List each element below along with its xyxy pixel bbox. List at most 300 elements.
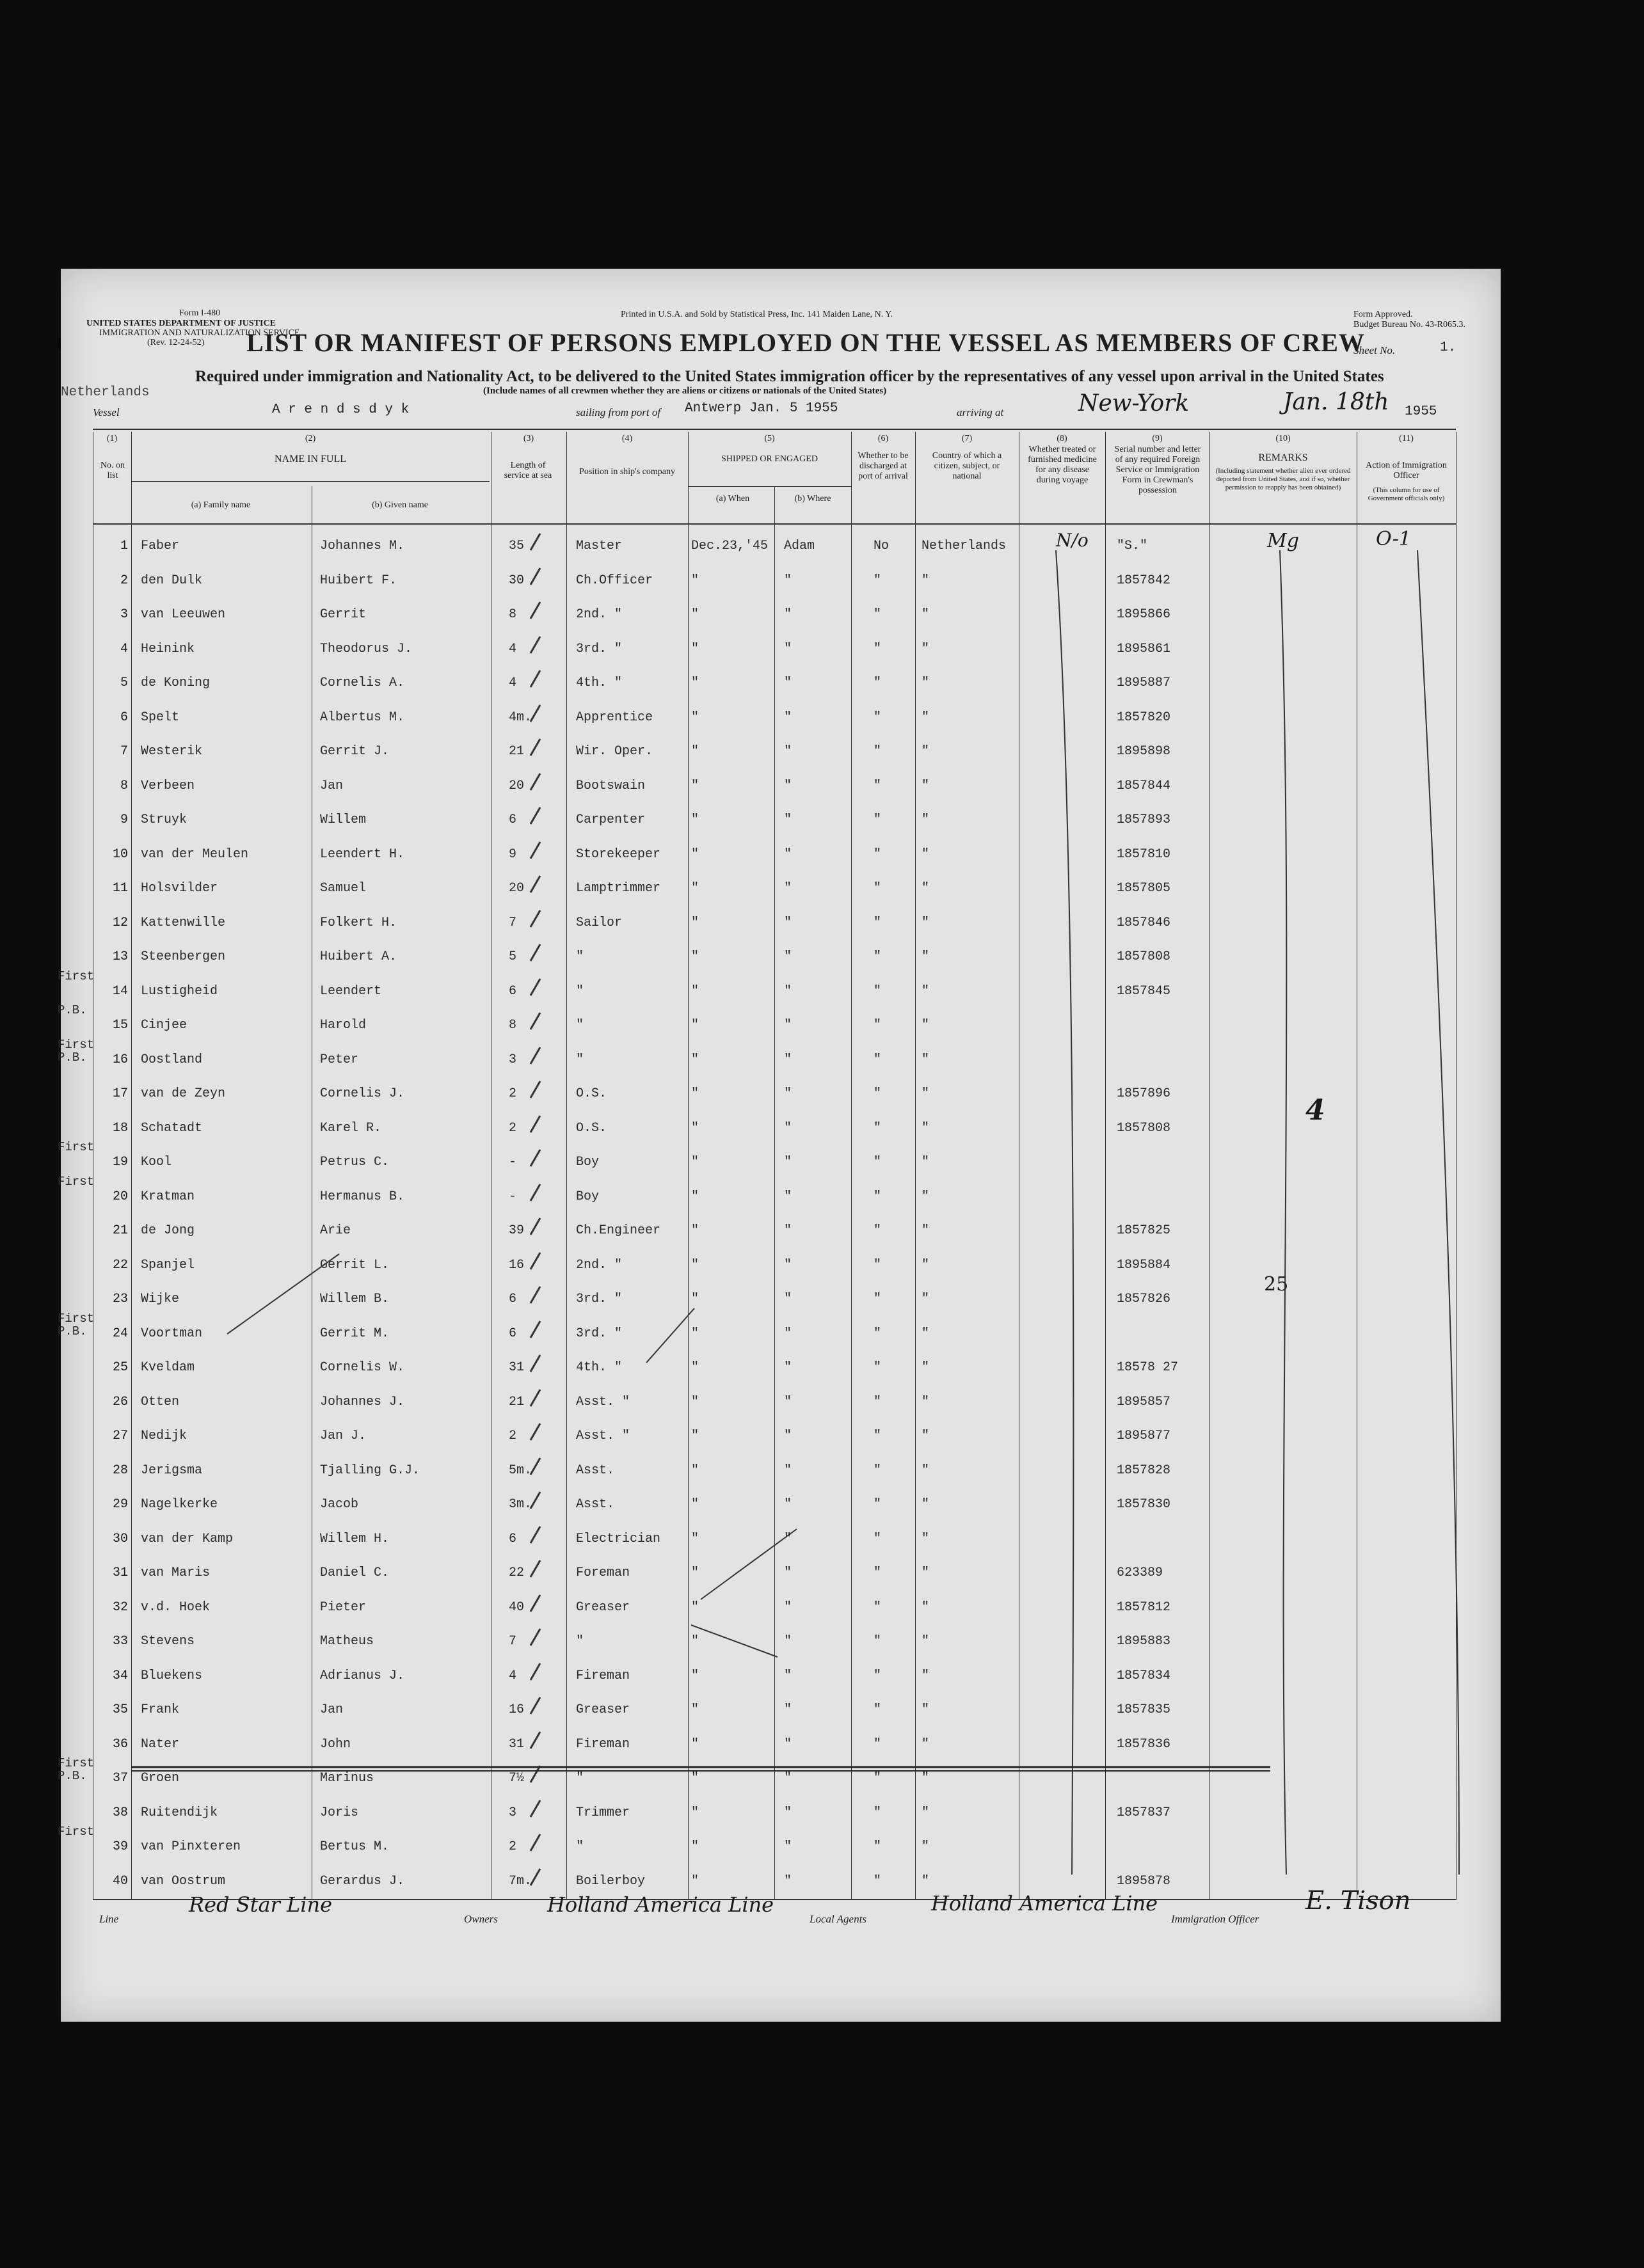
cell-given: Matheus xyxy=(320,1634,374,1649)
cell-discharge: " xyxy=(874,641,882,656)
cell-position: 2nd. " xyxy=(576,1257,623,1273)
cell-when: " xyxy=(691,1223,699,1238)
cell-discharge: " xyxy=(874,1120,882,1136)
cell-discharge: " xyxy=(874,1736,882,1752)
cell-service: 4m. xyxy=(509,710,532,725)
cell-discharge: " xyxy=(874,1531,882,1546)
cell-service: 31 xyxy=(509,1736,525,1752)
sheet-label: Sheet No. xyxy=(1353,344,1396,356)
crew-row xyxy=(58,969,1501,1008)
col-4-label: Position in ship's company xyxy=(579,467,675,477)
cell-where: " xyxy=(784,1668,792,1683)
cell-where: " xyxy=(784,1839,792,1854)
sailing-label: sailing from port of xyxy=(576,406,661,418)
cell-family: Oostland xyxy=(141,1052,203,1067)
row-number: 1 xyxy=(120,539,128,553)
form-number: Form I-480 xyxy=(179,308,221,318)
cell-service: - xyxy=(509,1189,517,1204)
crew-row xyxy=(61,667,1501,700)
cell-where: " xyxy=(784,846,792,862)
cell-service: 2 xyxy=(509,1429,517,1443)
cell-where: " xyxy=(784,881,792,896)
cell-given: Willem H. xyxy=(320,1531,390,1546)
cell-position: Boy xyxy=(576,1189,600,1204)
cell-position: " xyxy=(576,1839,584,1854)
cell-where: " xyxy=(784,1189,792,1204)
cell-when: " xyxy=(691,641,699,656)
row-number: 39 xyxy=(112,1839,128,1854)
cell-when: " xyxy=(691,983,699,999)
row-number: 30 xyxy=(112,1531,128,1546)
cell-given: Adrianus J. xyxy=(320,1668,405,1683)
check-mark xyxy=(530,875,541,892)
check-mark xyxy=(530,636,541,653)
crew-row xyxy=(61,1488,1501,1521)
cell-form: 1857834 xyxy=(1117,1668,1171,1683)
cell-discharge: " xyxy=(874,1463,882,1478)
manifest-title: LIST OR MANIFEST OF PERSONS EMPLOYED ON THE VESSEL AS MEMBERS OF CREW xyxy=(246,328,1365,357)
crew-row xyxy=(58,1174,1501,1214)
row-number: 27 xyxy=(112,1429,128,1443)
cell-given: Gerrit L. xyxy=(320,1257,390,1273)
cell-where: " xyxy=(784,1497,792,1512)
cell-where: " xyxy=(784,1702,792,1717)
check-mark xyxy=(530,1663,541,1680)
check-mark xyxy=(530,1252,541,1269)
cell-form: 623389 xyxy=(1117,1566,1163,1580)
cell-family: de Koning xyxy=(141,676,211,690)
cell-given: Theodorus J. xyxy=(320,641,413,656)
cell-when: " xyxy=(691,1086,699,1101)
cell-given: Cornelis W. xyxy=(320,1360,405,1375)
cell-service: 9 xyxy=(509,846,517,862)
action-note: O-1 xyxy=(1376,528,1411,550)
cell-when: " xyxy=(691,1326,699,1341)
row-number: 20 xyxy=(112,1189,128,1204)
row-number: 19 xyxy=(112,1155,128,1170)
cell-country: " xyxy=(922,744,930,759)
cell-service: 20 xyxy=(509,778,525,793)
cell-country: " xyxy=(922,949,930,964)
col-2b-label: (b) Given name xyxy=(372,500,428,510)
check-mark xyxy=(530,1594,541,1612)
owners-name: Holland America Line xyxy=(547,1892,774,1917)
cell-when: " xyxy=(691,778,699,793)
cell-where: " xyxy=(784,1805,792,1820)
check-mark xyxy=(530,1286,541,1303)
cell-form: 1857830 xyxy=(1117,1497,1171,1512)
cell-position: Apprentice xyxy=(576,710,653,725)
check-mark xyxy=(530,841,541,859)
cell-service: 7m. xyxy=(509,1873,532,1889)
check-mark xyxy=(530,1423,541,1440)
cell-position: Master xyxy=(576,539,623,553)
col-5b-label: (b) Where xyxy=(794,494,831,504)
revision: (Rev. 12-24-52) xyxy=(147,338,205,347)
form-approved: Form Approved. xyxy=(1353,310,1413,319)
cell-where: " xyxy=(784,915,792,930)
cell-service: 16 xyxy=(509,1702,525,1717)
cell-when: " xyxy=(691,1839,699,1854)
cell-family: van Oostrum xyxy=(141,1873,226,1889)
manifest-subnote: (Include names of all crewmen whether they are aliens or citizens or nationals of the United States) xyxy=(483,386,887,396)
col-2-label: NAME IN FULL xyxy=(275,454,346,464)
cell-form: 1857835 xyxy=(1117,1702,1171,1717)
crew-row xyxy=(61,633,1501,666)
check-mark xyxy=(530,1217,541,1235)
cell-form: 1857825 xyxy=(1117,1223,1171,1238)
cell-country: " xyxy=(922,1566,930,1580)
row-number: 4 xyxy=(120,641,128,656)
crew-row xyxy=(61,564,1501,598)
cell-given: Cornelis A. xyxy=(320,676,405,690)
cell-where: " xyxy=(784,1018,792,1033)
cell-discharge: " xyxy=(874,1429,882,1443)
cell-when: " xyxy=(691,744,699,759)
cell-given: Gerardus J. xyxy=(320,1873,405,1889)
row-number: 38 xyxy=(112,1805,128,1820)
row-number: 31 xyxy=(112,1566,128,1580)
cell-when: " xyxy=(691,1634,699,1649)
cell-form: 1857828 xyxy=(1117,1463,1171,1478)
cell-family: van der Meulen xyxy=(141,846,249,862)
cell-family: Kool xyxy=(141,1155,172,1170)
cell-form: 1895866 xyxy=(1117,607,1171,622)
cell-country: " xyxy=(922,1599,930,1615)
cell-position: " xyxy=(576,949,584,964)
row-number: 36 xyxy=(112,1736,128,1752)
cell-form: 1857826 xyxy=(1117,1292,1171,1306)
crew-row xyxy=(61,1351,1501,1384)
cell-given: Huibert A. xyxy=(320,949,397,964)
row-prefix: First xyxy=(58,969,95,983)
crew-row xyxy=(61,1454,1501,1487)
cell-country: " xyxy=(922,1668,930,1683)
line-label: Line xyxy=(99,1913,119,1925)
cell-discharge: " xyxy=(874,846,882,862)
sailing-port: Antwerp Jan. 5 1955 xyxy=(685,401,838,416)
cell-where: " xyxy=(784,949,792,964)
cell-position: 4th. " xyxy=(576,676,623,690)
cell-position: " xyxy=(576,983,584,999)
cell-when: " xyxy=(691,1257,699,1273)
cell-service: 2 xyxy=(509,1839,517,1854)
col-10-note: (Including statement whether alien ever ordered deported from United States, and if so, whether permission to reapply has been obtained) xyxy=(1215,467,1351,491)
cell-discharge: " xyxy=(874,1189,882,1204)
crew-row xyxy=(61,1557,1501,1590)
cell-service: 6 xyxy=(509,1292,517,1306)
check-mark xyxy=(530,1320,541,1338)
cell-when: " xyxy=(691,881,699,896)
cell-when: " xyxy=(691,915,699,930)
cell-when: " xyxy=(691,846,699,862)
row-number: 16 xyxy=(112,1052,128,1067)
cell-where: " xyxy=(784,1394,792,1409)
col-7-num: (7) xyxy=(961,434,973,443)
cell-family: den Dulk xyxy=(141,573,203,588)
cell-family: van Leeuwen xyxy=(141,607,226,622)
cell-when: " xyxy=(691,607,699,622)
cell-given: Samuel xyxy=(320,881,367,896)
cell-discharge: " xyxy=(874,881,882,896)
medical-note: N/o xyxy=(1056,530,1089,551)
row-number: 13 xyxy=(112,949,128,964)
check-mark xyxy=(530,1115,541,1132)
row-number: 22 xyxy=(112,1257,128,1273)
col-2a-label: (a) Family name xyxy=(191,500,251,510)
col-9-num: (9) xyxy=(1152,434,1163,443)
cell-discharge: " xyxy=(874,1873,882,1889)
cell-when: " xyxy=(691,1771,699,1786)
cell-service: 7 xyxy=(509,915,517,930)
cell-form: 1857808 xyxy=(1117,949,1171,964)
cell-when: " xyxy=(691,573,699,588)
cell-discharge: " xyxy=(874,1360,882,1375)
cell-when: " xyxy=(691,1497,699,1512)
cell-where: " xyxy=(784,1771,792,1786)
cell-position: 3rd. " xyxy=(576,1326,623,1341)
vessel-name: A r e n d s d y k xyxy=(272,402,410,417)
crew-row xyxy=(58,1037,1501,1077)
cell-given: Tjalling G.J. xyxy=(320,1463,420,1478)
cell-position: Greaser xyxy=(576,1702,630,1717)
cell-family: van Maris xyxy=(141,1566,211,1580)
cell-family: Westerik xyxy=(141,744,203,759)
cell-discharge: " xyxy=(874,1805,882,1820)
vessel-flag: Netherlands xyxy=(61,385,150,400)
cell-discharge: " xyxy=(874,1702,882,1717)
cell-where: " xyxy=(784,1292,792,1306)
cell-family: Nater xyxy=(141,1736,180,1752)
cell-service: 6 xyxy=(509,1531,517,1546)
cell-discharge: " xyxy=(874,573,882,588)
col-3-num: (3) xyxy=(523,434,534,443)
arriving-label: arriving at xyxy=(957,406,1004,418)
rule xyxy=(688,486,851,487)
cell-country: " xyxy=(922,813,930,827)
crew-row xyxy=(61,1625,1501,1658)
row-number: 12 xyxy=(112,915,128,930)
cell-position: Wir. Oper. xyxy=(576,744,653,759)
check-mark xyxy=(530,944,541,961)
row-number: 2 xyxy=(120,573,128,588)
cell-family: Steenbergen xyxy=(141,949,226,964)
cell-where: " xyxy=(784,813,792,827)
row-number: 32 xyxy=(112,1599,128,1615)
cell-family: Frank xyxy=(141,1702,180,1717)
check-mark xyxy=(530,601,541,619)
cell-where: " xyxy=(784,1599,792,1615)
cell-position: Asst. xyxy=(576,1463,615,1478)
cell-service: 40 xyxy=(509,1599,525,1615)
col-11-label: Action of Immigration Officer xyxy=(1366,461,1447,480)
row-prefix: First xyxy=(58,1140,95,1154)
row-number: 23 xyxy=(112,1292,128,1306)
cell-country: " xyxy=(922,1771,930,1786)
cell-country: Netherlands xyxy=(922,539,1007,553)
cell-form: 1857810 xyxy=(1117,846,1171,862)
cell-where: " xyxy=(784,778,792,793)
cell-given: Jacob xyxy=(320,1497,359,1512)
cell-position: " xyxy=(576,1052,584,1067)
cell-position: Ch.Officer xyxy=(576,573,653,588)
check-mark xyxy=(530,1765,541,1782)
cell-where: " xyxy=(784,983,792,999)
cell-given: Huibert F. xyxy=(320,573,397,588)
cell-discharge: " xyxy=(874,710,882,725)
cell-given: Jan J. xyxy=(320,1429,367,1443)
cell-given: Albertus M. xyxy=(320,710,405,725)
cell-discharge: " xyxy=(874,1326,882,1341)
officer-label: Immigration Officer xyxy=(1171,1913,1259,1925)
cell-country: " xyxy=(922,1839,930,1854)
cell-country: " xyxy=(922,1189,930,1204)
cell-when: " xyxy=(691,1531,699,1546)
cell-given: Petrus C. xyxy=(320,1155,390,1170)
col-5-num: (5) xyxy=(764,434,775,443)
cell-country: " xyxy=(922,915,930,930)
cell-country: " xyxy=(922,846,930,862)
check-mark xyxy=(530,978,541,995)
rule xyxy=(93,429,1456,430)
cell-country: " xyxy=(922,1326,930,1341)
row-prefix: First xyxy=(58,1174,95,1189)
cell-service: 8 xyxy=(509,1018,517,1033)
row-number: 10 xyxy=(112,846,128,862)
cell-where: " xyxy=(784,1736,792,1752)
cell-given: Johannes J. xyxy=(320,1394,405,1409)
cell-country: " xyxy=(922,1429,930,1443)
cell-country: " xyxy=(922,573,930,588)
cell-when: " xyxy=(691,813,699,827)
cell-country: " xyxy=(922,1873,930,1889)
cell-family: Schatadt xyxy=(141,1120,203,1136)
cell-when: " xyxy=(691,1463,699,1478)
col-5a-label: (a) When xyxy=(715,494,750,504)
crew-row xyxy=(61,872,1501,905)
cell-when: " xyxy=(691,1052,699,1067)
cell-family: Kveldam xyxy=(141,1360,195,1375)
cell-form: 18578 27 xyxy=(1117,1360,1179,1375)
cell-discharge: " xyxy=(874,1394,882,1409)
cell-service: 8 xyxy=(509,607,517,622)
cell-form: 1895898 xyxy=(1117,744,1171,759)
cell-country: " xyxy=(922,676,930,690)
row-number: 28 xyxy=(112,1463,128,1478)
cell-form: 1895884 xyxy=(1117,1257,1171,1273)
cell-form: 1857837 xyxy=(1117,1805,1171,1820)
cell-service: 5 xyxy=(509,949,517,964)
cell-form: 1857893 xyxy=(1117,813,1171,827)
cell-given: Peter xyxy=(320,1052,359,1067)
cell-given: Karel R. xyxy=(320,1120,382,1136)
cell-form: 1857820 xyxy=(1117,710,1171,725)
cell-service: 7½ xyxy=(509,1771,525,1786)
cell-given: Daniel C. xyxy=(320,1566,390,1580)
cell-where: " xyxy=(784,1463,792,1478)
cell-position: O.S. xyxy=(576,1120,607,1136)
cell-when: " xyxy=(691,1429,699,1443)
cell-country: " xyxy=(922,1463,930,1478)
row-number: 18 xyxy=(112,1120,128,1136)
cell-family: Faber xyxy=(141,539,180,553)
col-9-label: Serial number and letter of any required Foreign Service or Immigration Form in Crewman's possession xyxy=(1114,445,1201,495)
cell-position: Boilerboy xyxy=(576,1873,646,1889)
cell-form: 1857808 xyxy=(1117,1120,1171,1136)
check-mark xyxy=(530,567,541,585)
sheet-number: 1. xyxy=(1440,340,1456,355)
cell-given: Pieter xyxy=(320,1599,367,1615)
owners-label: Owners xyxy=(464,1913,498,1925)
cell-service: 39 xyxy=(509,1223,525,1238)
cell-service: 6 xyxy=(509,1326,517,1341)
row-number: 24 xyxy=(112,1326,128,1341)
arrival-year: 1955 xyxy=(1405,404,1437,419)
cell-country: " xyxy=(922,1018,930,1033)
cell-service: 31 xyxy=(509,1360,525,1375)
row-number: 5 xyxy=(120,676,128,690)
cell-country: " xyxy=(922,1531,930,1546)
cell-service: 30 xyxy=(509,573,525,588)
crew-row xyxy=(61,1077,1501,1111)
cell-where: " xyxy=(784,744,792,759)
crew-row xyxy=(58,1756,1501,1795)
cell-country: " xyxy=(922,1292,930,1306)
arrival-date: Jan. 18th xyxy=(1283,389,1389,415)
cell-given: Willem xyxy=(320,813,367,827)
cell-country: " xyxy=(922,1805,930,1820)
cell-where: " xyxy=(784,1155,792,1170)
cell-when: " xyxy=(691,1668,699,1683)
cell-form: 1895857 xyxy=(1117,1394,1171,1409)
col-1-label: No. on list xyxy=(100,461,125,480)
row-number: 37 xyxy=(112,1771,128,1786)
department: UNITED STATES DEPARTMENT OF JUSTICE xyxy=(86,319,276,328)
cell-service: 4 xyxy=(509,676,517,690)
cell-position: 3rd. " xyxy=(576,641,623,656)
row-prefix: First P.B. xyxy=(58,1037,95,1065)
cell-where: " xyxy=(784,607,792,622)
cell-where: " xyxy=(784,1566,792,1580)
crew-row xyxy=(58,1311,1501,1351)
check-mark xyxy=(530,910,541,927)
cell-given: Leendert xyxy=(320,983,382,999)
cell-when: " xyxy=(691,1292,699,1306)
printer-note: Printed in U.S.A. and Sold by Statistical Press, Inc. 141 Maiden Lane, N. Y. xyxy=(621,310,893,319)
crew-row xyxy=(61,1660,1501,1693)
agents-name: Holland America Line xyxy=(931,1891,1158,1915)
check-mark xyxy=(530,533,541,550)
cell-family: Ruitendijk xyxy=(141,1805,218,1820)
cell-position: Fireman xyxy=(576,1736,630,1752)
crew-row xyxy=(61,1112,1501,1145)
cell-given: Gerrit xyxy=(320,607,367,622)
cell-discharge: " xyxy=(874,1566,882,1580)
cell-when: " xyxy=(691,1360,699,1375)
rule xyxy=(131,481,490,482)
cell-position: Bootswain xyxy=(576,778,646,793)
crew-row xyxy=(58,1003,1501,1042)
cell-where: " xyxy=(784,1086,792,1101)
cell-given: Cornelis J. xyxy=(320,1086,405,1101)
cell-service: 2 xyxy=(509,1086,517,1101)
crew-row xyxy=(61,838,1501,871)
cell-discharge: " xyxy=(874,744,882,759)
cell-discharge: " xyxy=(874,1223,882,1238)
cell-country: " xyxy=(922,778,930,793)
cell-position: Greaser xyxy=(576,1599,630,1615)
cell-service: - xyxy=(509,1155,517,1170)
